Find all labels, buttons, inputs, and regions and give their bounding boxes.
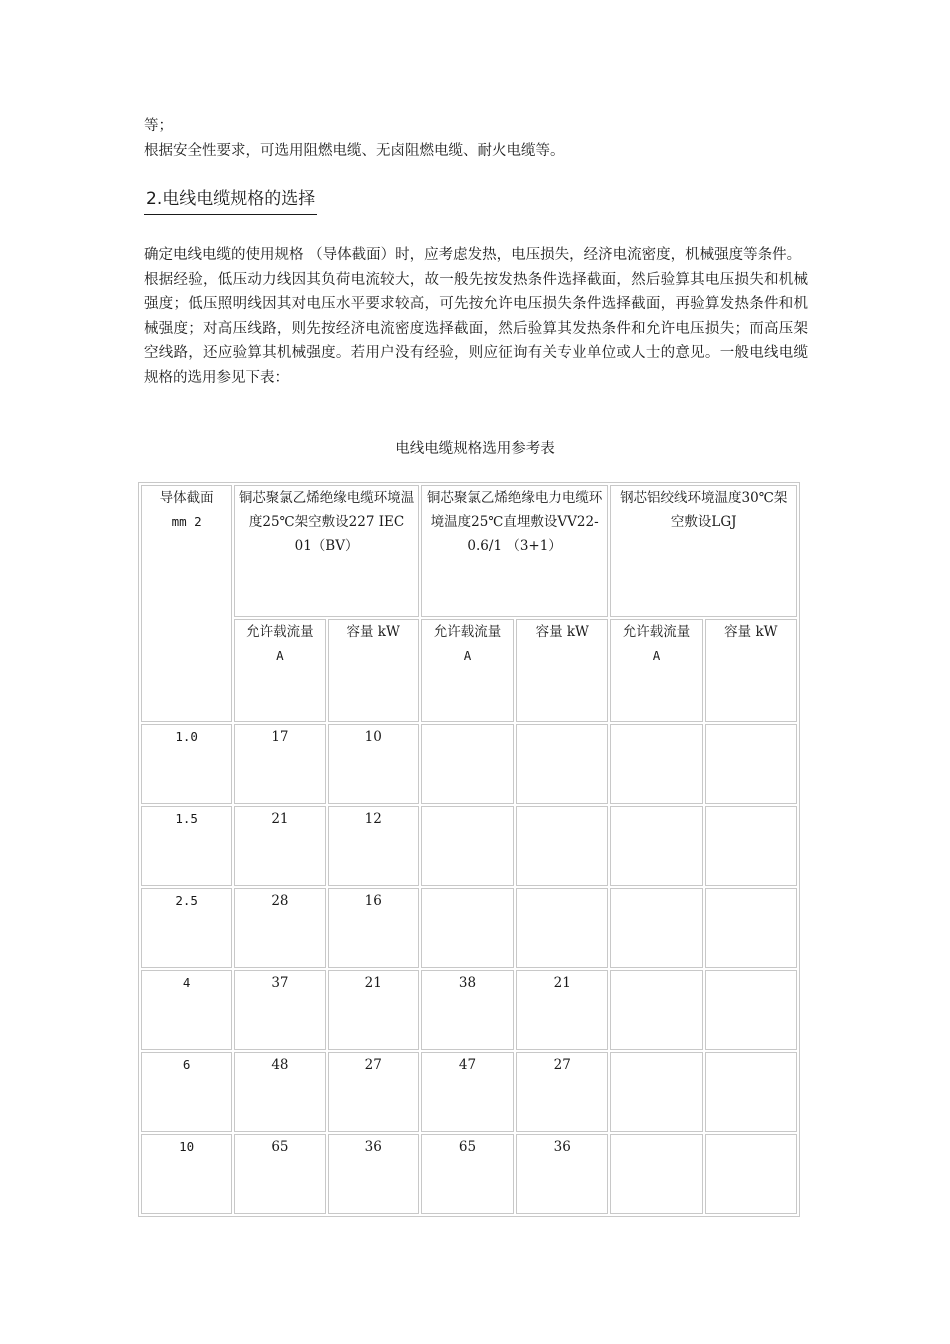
table-row	[141, 806, 797, 886]
cell-bv-current: 37	[234, 970, 325, 1050]
cell-bv-capacity: 12	[328, 806, 419, 886]
subheader-capacity: 容量 kW	[705, 619, 797, 722]
cell-vv22-capacity	[516, 724, 608, 804]
subheader-current-unit: A	[276, 648, 284, 663]
cell-bv-current: 48	[234, 1052, 325, 1132]
subheader-capacity: 容量 kW	[328, 619, 419, 722]
cell-vv22-current	[421, 888, 514, 968]
cell-bv-capacity: 36	[328, 1134, 419, 1214]
table-row	[141, 970, 797, 1050]
body-paragraph-1: 确定电线电缆的使用规格 （导体截面）时，应考虑发热，电压损失，经济电流密度，机械强度等条件。	[144, 247, 802, 263]
cell-bv-current: 17	[234, 724, 325, 804]
cell-vv22-capacity	[516, 888, 608, 968]
subheader-current-label: 允许载流量	[246, 624, 314, 640]
cell-lgj-current	[610, 888, 702, 968]
header-conductor-size-unit: mm 2	[171, 514, 202, 529]
cell-vv22-capacity	[516, 806, 608, 886]
header-group-bv: 铜芯聚氯乙烯绝缘电缆环境温度25℃架空敷设227 IEC 01（BV）	[234, 485, 419, 617]
cell-lgj-capacity	[705, 888, 797, 968]
subheader-current-label: 允许载流量	[622, 624, 691, 640]
table-header-row	[141, 485, 797, 617]
section-heading: 2.电线电缆规格的选择	[144, 186, 317, 215]
cable-spec-table	[138, 482, 800, 1217]
cell-vv22-current: 65	[421, 1134, 514, 1214]
header-group-vv22: 铜芯聚氯乙烯绝缘电力电缆环境温度25℃直埋敷设VV22-0.6/1 （3+1）	[421, 485, 609, 617]
cell-size: 1.0	[141, 724, 232, 804]
cell-bv-current: 28	[234, 888, 325, 968]
cell-bv-capacity: 10	[328, 724, 419, 804]
cell-lgj-current	[610, 806, 702, 886]
header-conductor-size	[141, 485, 232, 722]
cell-lgj-capacity	[705, 970, 797, 1050]
cell-lgj-capacity	[705, 724, 797, 804]
cell-lgj-current	[610, 970, 702, 1050]
cell-bv-capacity: 16	[328, 888, 419, 968]
table-caption: 电线电缆规格选用参考表	[395, 441, 555, 457]
subheader-current-unit: A	[463, 648, 472, 663]
cell-size: 2.5	[141, 888, 232, 968]
cell-bv-current: 65	[234, 1134, 325, 1214]
cell-lgj-current	[610, 724, 702, 804]
table-row	[141, 1052, 797, 1132]
cell-size: 6	[141, 1052, 232, 1132]
table-row	[141, 1134, 797, 1214]
body-paragraph-2: 根据经验，低压动力线因其负荷电流较大，故一般先按发热条件选择截面，然后验算其电压损失和机械强度；低压照明线因其对电压水平要求较高，可先按允许电压损失条件选择截面，再验算发热条件和机械强度；对高压线路，则先按经济电流密度选择截面，然后验算其发热条件和允许电压损失；而高压架空线路，还应验算其机械强度。若用户没有经验，则应征询有关专业单位或人士的意见。一般电线电缆规格的选用参见下表：	[144, 271, 808, 386]
cell-size: 1.5	[141, 806, 232, 886]
cell-bv-capacity: 27	[328, 1052, 419, 1132]
cell-lgj-current	[610, 1052, 702, 1132]
table-subheader-row	[141, 619, 797, 722]
subheader-current	[421, 619, 514, 722]
cell-vv22-capacity: 21	[516, 970, 608, 1050]
subheader-capacity: 容量 kW	[516, 619, 608, 722]
intro-paragraph	[144, 114, 808, 163]
cell-lgj-current	[610, 1134, 702, 1214]
cell-vv22-capacity: 36	[516, 1134, 608, 1214]
cell-vv22-current: 47	[421, 1052, 514, 1132]
cell-vv22-current	[421, 724, 514, 804]
cell-size: 4	[141, 970, 232, 1050]
intro-line-2: 根据安全性要求，可选用阻燃电缆、无卤阻燃电缆、耐火电缆等。	[144, 142, 565, 159]
cell-size: 10	[141, 1134, 232, 1214]
table-row	[141, 888, 797, 968]
subheader-current	[610, 619, 702, 722]
cell-bv-current: 21	[234, 806, 325, 886]
cell-lgj-capacity	[705, 1052, 797, 1132]
subheader-current-unit: A	[652, 648, 661, 663]
header-group-lgj: 钢芯铝绞线环境温度30℃架空敷设LGJ	[610, 485, 797, 617]
cell-bv-capacity: 21	[328, 970, 419, 1050]
cell-lgj-capacity	[705, 1134, 797, 1214]
cell-vv22-current	[421, 806, 514, 886]
cell-lgj-capacity	[705, 806, 797, 886]
cell-vv22-current: 38	[421, 970, 514, 1050]
table-row	[141, 724, 797, 804]
body-text	[144, 243, 808, 390]
subheader-current	[234, 619, 325, 722]
subheader-current-label: 允许载流量	[433, 624, 502, 640]
intro-line-1: 等；	[144, 118, 173, 134]
cell-vv22-capacity: 27	[516, 1052, 608, 1132]
header-conductor-size-label: 导体截面	[159, 490, 214, 506]
